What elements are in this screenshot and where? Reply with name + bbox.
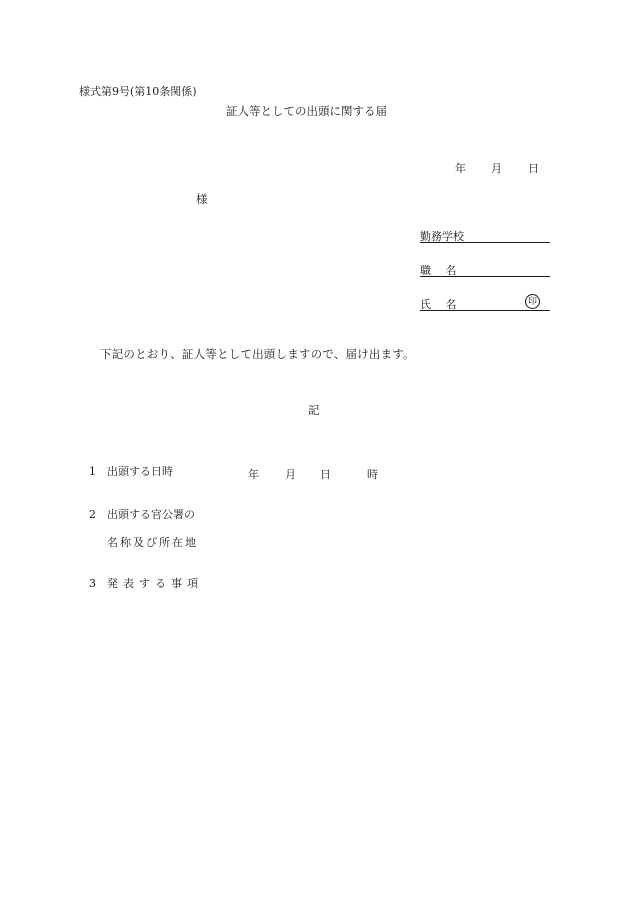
date-month-unit: 月 — [491, 162, 502, 175]
school-label: 勤務学校 — [420, 230, 464, 243]
addressee-suffix: 様 — [196, 192, 208, 206]
item-3-number: 3 — [89, 577, 96, 590]
ki-heading: 記 — [308, 403, 320, 417]
item-2-label-line2: 名称及び所在地 — [107, 536, 198, 549]
name-label: 氏 名 — [420, 298, 457, 311]
datetime-hour-unit: 時 — [367, 468, 378, 481]
date-day-unit: 日 — [528, 162, 539, 175]
datetime-year-unit: 年 — [248, 468, 259, 481]
school-field — [420, 226, 550, 243]
item-3-label: 発表する事項 — [107, 577, 203, 590]
name-field — [420, 294, 550, 311]
datetime-month-unit: 月 — [285, 468, 296, 481]
position-label: 職 名 — [420, 264, 457, 277]
item-1-number: 1 — [89, 465, 96, 478]
seal-mark: 印 — [525, 294, 540, 309]
datetime-day-unit: 日 — [320, 468, 331, 481]
position-field — [420, 260, 550, 277]
intro-text: 下記のとおり、証人等として出頭しますので、届け出ます。 — [100, 347, 415, 361]
form-number: 様式第9号(第10条関係) — [79, 85, 197, 98]
item-2-label-line1: 出頭する官公署の — [107, 508, 195, 521]
item-1-label: 出頭する日時 — [107, 465, 173, 478]
date-year-unit: 年 — [455, 162, 466, 175]
document-title: 証人等としての出頭に関する届 — [226, 104, 387, 118]
item-2-number: 2 — [89, 508, 96, 521]
